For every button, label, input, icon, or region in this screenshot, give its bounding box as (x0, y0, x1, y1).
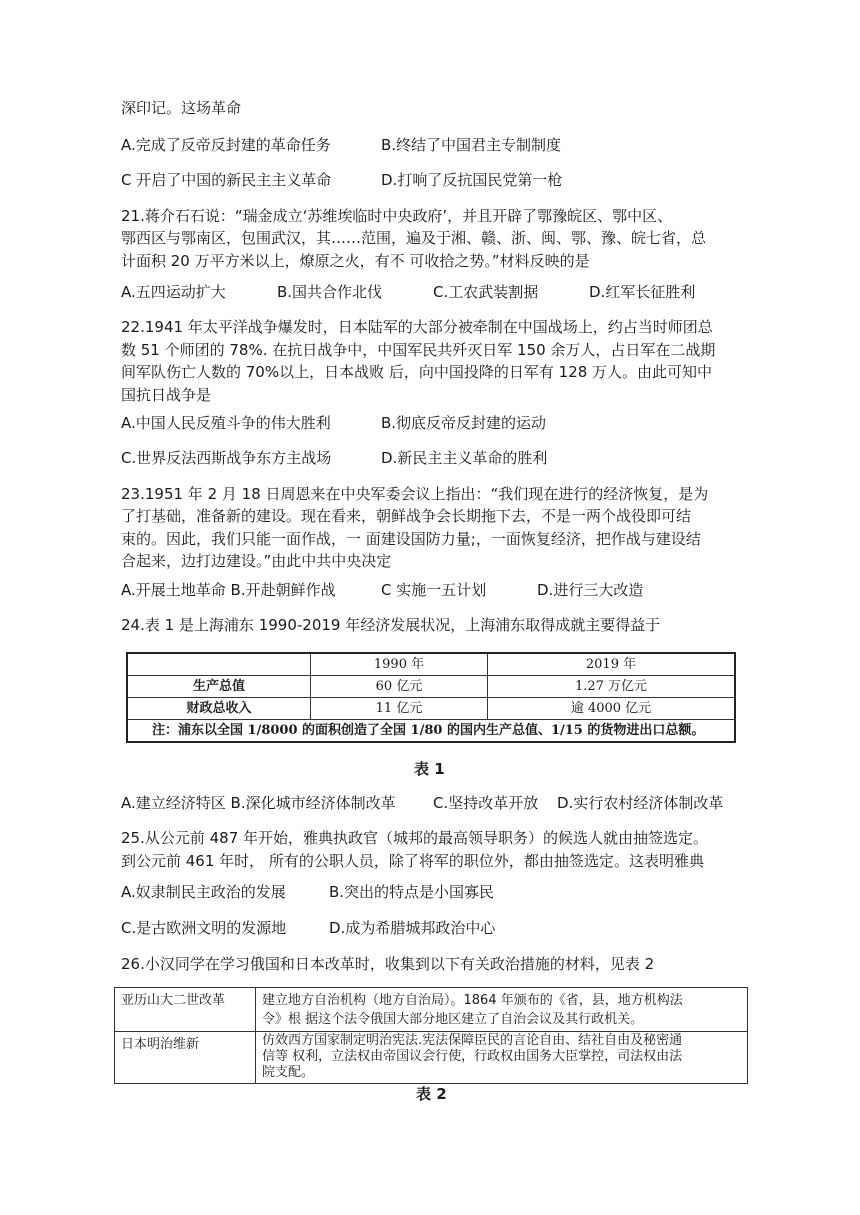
table-cell: 60 亿元 (311, 676, 488, 697)
question-23-line-1: 23.1951 年 2 月 18 日周恩来在中央军委会议上指出：“我们现在进行的经济恢复，是为 (121, 485, 709, 503)
option-b[interactable]: B.彻底反帝反封建的运动 (381, 414, 547, 432)
question-25-line-1: 25.从公元前 487 年开始，雅典执政官（城邦的最高领导职务）的候选人就由抽签选定。 (121, 829, 709, 847)
option-d[interactable]: D.打响了反抗国民党第一枪 (381, 171, 563, 189)
table-row (128, 676, 734, 698)
table-row (115, 988, 747, 1032)
question-23-line-4: 合起来，边打边建设。”由此中共中央决定 (121, 552, 392, 570)
table-row (115, 1032, 747, 1083)
option-b[interactable]: B.国共合作北伐 (277, 283, 383, 301)
table-cell: 1.27 万亿元 (574, 679, 648, 694)
question-21-line-2: 鄂西区与鄂南区，包围武汉，其……范围，遍及于湘、赣、浙、闽、鄂、豫、皖七省，总 (121, 229, 707, 247)
option-c[interactable]: C.工农武装割据 (433, 283, 539, 301)
table-header-1990: 1990 年 (311, 654, 488, 675)
table-2-caption: 表 2 (416, 1085, 447, 1103)
question-20-options-2 (121, 170, 741, 190)
question-24-options (121, 793, 741, 813)
table-cell-line: 仿效西方国家制定明治宪法.宪法保障臣民的言论自由、结社自由及秘密通 (262, 1033, 683, 1048)
option-a-b[interactable]: A.建立经济特区 B.深化城市经济体制改革 (121, 794, 396, 812)
table-cell (128, 654, 311, 675)
option-d[interactable]: D.成为希腊城邦政治中心 (329, 919, 496, 937)
question-20-options (121, 135, 741, 155)
table-row-label: 日本明治维新 (115, 1032, 256, 1083)
option-c[interactable]: C.世界反法西斯战争东方主战场 (121, 449, 332, 467)
option-a[interactable]: A.五四运动扩大 (121, 283, 226, 301)
question-22-options (121, 413, 741, 433)
question-22-line-2: 数 51 个师团的 78%. 在抗日战争中，中国军民共歼灭日军 150 余万人，占日军在二战期 (121, 341, 716, 359)
table-header-2019: 2019 年 (585, 657, 637, 672)
option-c[interactable]: C.坚持改革开放 (433, 794, 539, 812)
table-note: 注：浦东以全国 1/8000 的面积创造了全国 1/80 的国内生产总值、1/15 的货物进出口总额。 (152, 723, 705, 738)
option-d[interactable]: D.红军长征胜利 (589, 283, 696, 301)
question-22-line-1: 22.1941 年太平洋战争爆发时，日本陆军的大部分被牵制在中国战场上，约占当时师团总 (121, 318, 713, 336)
table-row (128, 698, 734, 720)
option-b[interactable]: B.突出的特点是小国寡民 (329, 883, 495, 901)
option-d[interactable]: D.进行三大改造 (537, 581, 644, 599)
table-cell-line: 令》根 据这个法令俄国大部分地区建立了自治会议及其行政机关。 (262, 1012, 644, 1027)
option-a-b[interactable]: A.开展土地革命 B.开赴朝鲜作战 (121, 581, 336, 599)
question-22-options-2 (121, 448, 741, 468)
option-c[interactable]: C 实施一五计划 (381, 581, 487, 599)
table-row-label: 亚历山大二世改革 (115, 988, 256, 1031)
table-cell-line: 建立地方自治机构（地方自治局）。1864 年颁布的《省，县，地方机构法 (262, 993, 683, 1008)
question-21-line-1: 21.蒋介石石说：“瑞金成立‘苏维埃临时中央政府’，并且开辟了鄂豫皖区、鄂中区、 (121, 207, 673, 225)
option-a[interactable]: A.完成了反帝反封建的革命任务 (121, 136, 331, 154)
table-cell-line: 信等 权利，立法权由帝国议会行使，行政权由国务大臣掌控，司法权由法 (262, 1049, 683, 1064)
question-20-tail: 深印记。这场革命 (121, 99, 242, 117)
option-c[interactable]: C 开启了中国的新民主主义革命 (121, 171, 332, 189)
table-2 (114, 987, 748, 1084)
table-1-caption: 表 1 (414, 760, 445, 778)
table-cell-line: 院支配。 (262, 1065, 315, 1080)
option-b[interactable]: B.终结了中国君主专制制度 (381, 136, 562, 154)
table-row (128, 654, 734, 676)
option-a[interactable]: A.中国人民反殖斗争的伟大胜利 (121, 414, 331, 432)
table-cell: 逾 4000 亿元 (570, 701, 652, 716)
question-23-line-2: 了打基础，准备新的建设。现在看来，朝鲜战争会长期拖下去，不是一两个战役即可结 (121, 507, 692, 525)
table-row-label: 财政总收入 (128, 698, 311, 719)
question-21-line-3: 计面积 20 万平方米以上，燎原之火，有不 可收拾之势。”材料反映的是 (121, 252, 590, 270)
table-cell (256, 988, 747, 1032)
question-25-line-2: 到公元前 461 年时， 所有的公职人员，除了将军的职位外，都由抽签选定。这表明雅典 (121, 852, 704, 870)
question-25-options (121, 882, 741, 902)
question-22-line-4: 国抗日战争是 (121, 386, 212, 404)
question-21-options (121, 282, 741, 302)
question-25-options-2 (121, 918, 741, 938)
option-d[interactable]: D.实行农村经济体制改革 (557, 794, 724, 812)
option-a[interactable]: A.奴隶制民主政治的发展 (121, 883, 286, 901)
table-cell (256, 1032, 747, 1084)
table-row-label: 生产总值 (128, 676, 311, 697)
question-22-line-3: 间军队伤亡人数的 70%以上，日本战败 后，向中国投降的日军有 128 万人。由此可知中 (121, 363, 713, 381)
question-26-stem: 26.小汉同学在学习俄国和日本改革时，收集到以下有关政治措施的材料，见表 2 (121, 955, 655, 973)
table-cell: 11 亿元 (311, 698, 488, 719)
option-c[interactable]: C.是古欧洲文明的发源地 (121, 919, 287, 937)
question-23-line-3: 束的。因此，我们只能一面作战，一 面建设国防力量;，一面恢复经济，把作战与建设结 (121, 530, 701, 548)
question-24-stem: 24.表 1 是上海浦东 1990-2019 年经济发展状况，上海浦东取得成就主要得益于 (121, 616, 661, 634)
table-1 (126, 652, 736, 743)
option-d[interactable]: D.新民主主义革命的胜利 (381, 449, 548, 467)
question-23-options (121, 580, 741, 600)
